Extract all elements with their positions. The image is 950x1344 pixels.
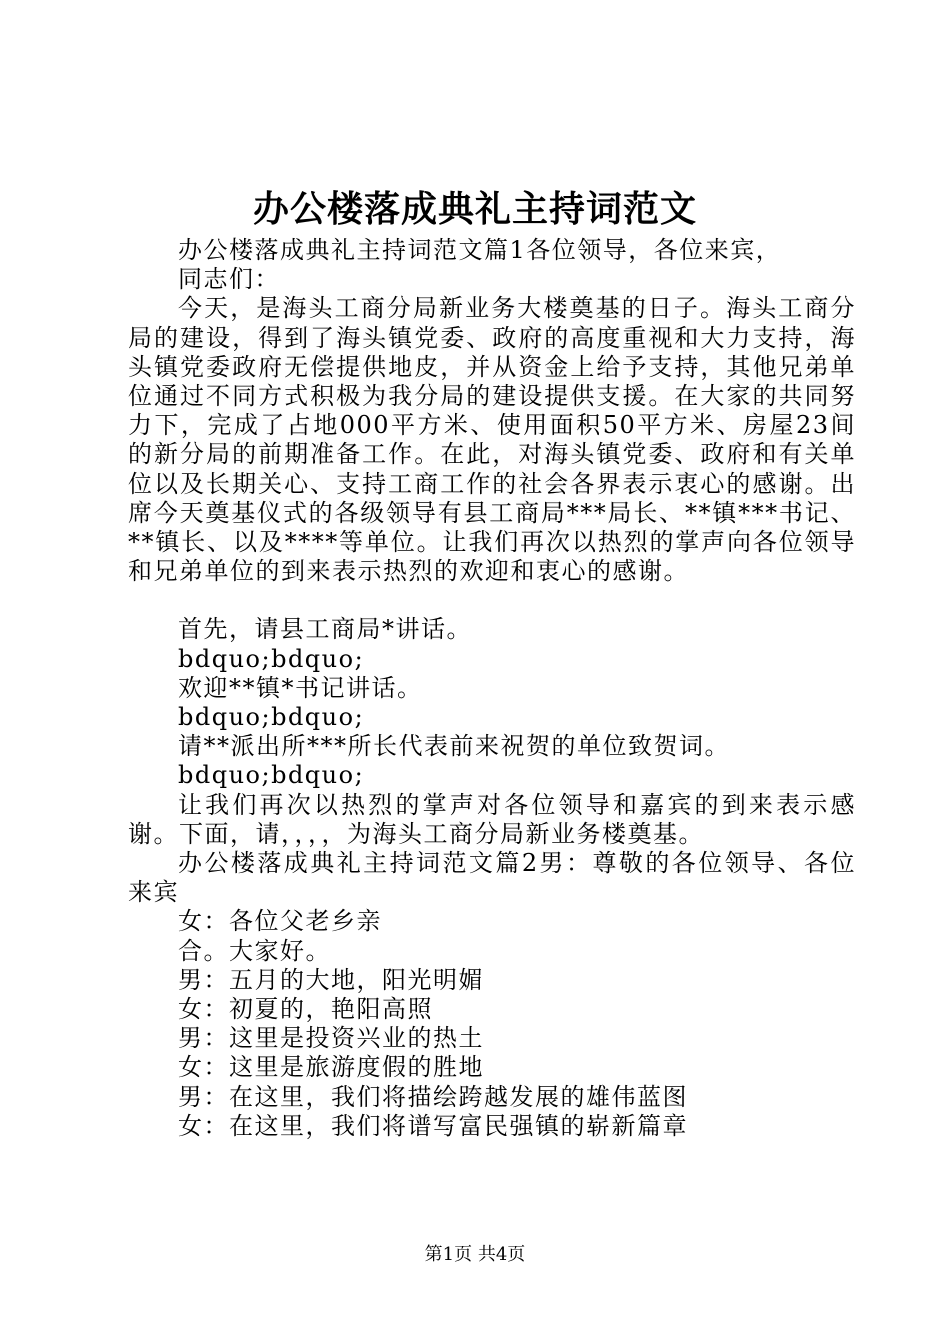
paragraph-line: 男：五月的大地，阳光明媚 bbox=[178, 965, 484, 994]
paragraph-line: 女：初夏的，艳阳高照 bbox=[178, 995, 433, 1024]
document-body bbox=[128, 236, 856, 1141]
paragraph-line: 女：这里是旅游度假的胜地 bbox=[178, 1053, 484, 1082]
document-title: 办公楼落成典礼主持词范文 bbox=[252, 188, 697, 230]
paragraph-line: 合。大家好。 bbox=[178, 936, 331, 965]
paragraph-line: bdquo;bdquo; bbox=[178, 644, 365, 673]
paragraph-line: 男：这里是投资兴业的热土 bbox=[178, 1024, 484, 1053]
paragraph-spacer bbox=[128, 586, 856, 615]
paragraph-intro: 办公楼落成典礼主持词范文篇1各位领导，各位来宾， bbox=[178, 236, 782, 264]
paragraph-line: 首先，请县工商局*讲话。 bbox=[178, 615, 472, 644]
paragraph-line: 欢迎**镇*书记讲话。 bbox=[178, 673, 423, 702]
paragraph-line: bdquo;bdquo; bbox=[178, 761, 365, 790]
paragraph-line: 男：在这里，我们将描绘跨越发展的雄伟蓝图 bbox=[178, 1082, 688, 1111]
paragraph-line: bdquo;bdquo; bbox=[178, 703, 365, 732]
paragraph-greeting: 同志们： bbox=[178, 265, 280, 294]
paragraph-line: 女：在这里，我们将谱写富民强镇的崭新篇章 bbox=[178, 1111, 688, 1140]
paragraph-line: 女：各位父老乡亲 bbox=[178, 907, 382, 936]
paragraph-line: 请**派出所***所长代表前来祝贺的单位致贺词。 bbox=[178, 732, 730, 761]
paragraph-thanks: 让我们再次以热烈的掌声对各位领导和嘉宾的到来表示感谢。下面，请，，，，为海头工商分局新业务楼奠基。 bbox=[128, 790, 856, 848]
paragraph-main-speech: 今天，是海头工商分局新业务大楼奠基的日子。海头工商分局的建设，得到了海头镇党委、政府的高度重视和大力支持，海头镇党委政府无偿提供地皮，并从资金上给予支持，其他兄弟单位通过不同方式积极为我分局的建设提供支援。在大家的共同努力下，完成了占地000平方米、使用面积50平方米、房屋23间的新分局的前期准备工作。在此，对海头镇党委、政府和有关单位以及长期关心、支持工商工作的社会各界表示衷心的感谢。出席今天奠基仪式的各级领导有县工商局***局长、**镇***书记、**镇长、以及****等单位。让我们再次以热烈的掌声向各位领导和兄弟单位的到来表示热烈的欢迎和衷心的感谢。 bbox=[128, 294, 856, 586]
paragraph-section-2: 办公楼落成典礼主持词范文篇2男：尊敬的各位领导、各位来宾 bbox=[128, 849, 856, 907]
page-number: 第1页 共4页 bbox=[424, 1244, 526, 1265]
